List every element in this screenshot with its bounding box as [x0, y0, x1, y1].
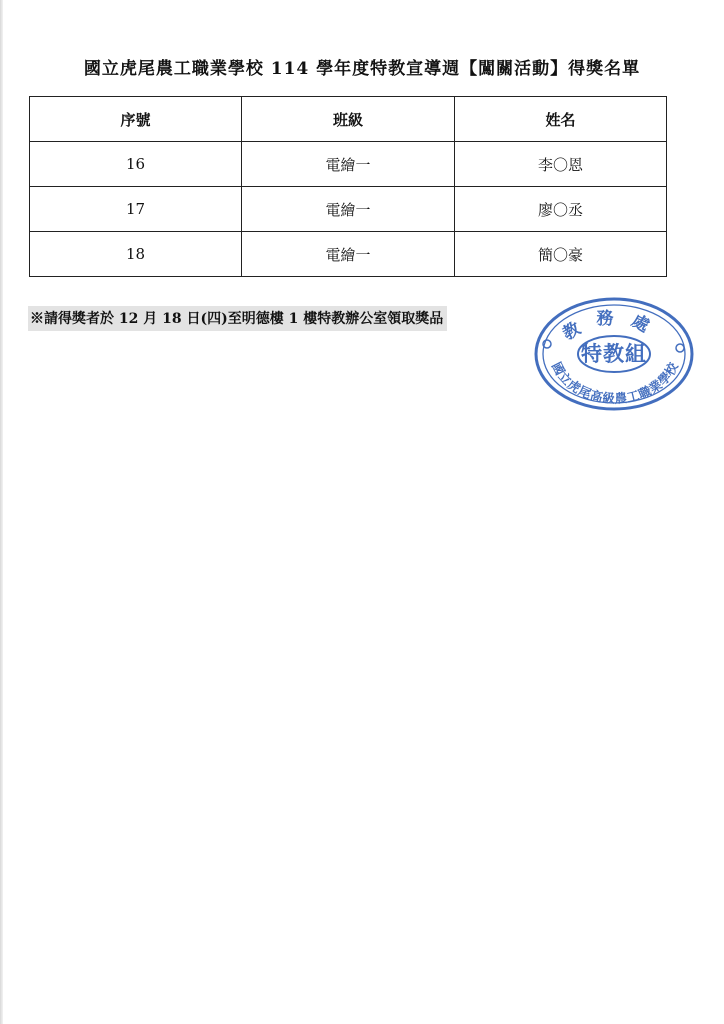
pickup-note: ※請得獎者於 12 月 18 日(四)至明德樓 1 樓特教辦公室領取獎品 [28, 306, 447, 331]
cell-class: 電繪一 [242, 232, 455, 277]
page-title: 國立虎尾農工職業學校 114 學年度特教宣導週【闖關活動】得獎名單 [83, 59, 641, 79]
scan-edge [0, 0, 3, 1024]
cell-class: 電繪一 [242, 187, 455, 232]
cell-seq: 18 [30, 232, 242, 277]
seal-top-text: 教務處 [559, 309, 667, 345]
seal-center-text: 特教組 [581, 341, 647, 366]
cell-name: 簡〇豪 [455, 232, 667, 277]
header-seq: 序號 [30, 97, 242, 142]
table-row [30, 142, 667, 187]
winners-table [29, 96, 667, 277]
cell-class: 電繪一 [242, 142, 455, 187]
cell-name: 李〇恩 [455, 142, 667, 187]
header-class: 班級 [242, 97, 455, 142]
header-name: 姓名 [455, 97, 667, 142]
cell-name: 廖〇丞 [455, 187, 667, 232]
table-row [30, 187, 667, 232]
official-seal-stamp [530, 296, 695, 414]
table-header-row [30, 97, 667, 142]
cell-seq: 16 [30, 142, 242, 187]
table-row [30, 232, 667, 277]
cell-seq: 17 [30, 187, 242, 232]
seal-bottom-text: 國立虎尾高級農工職業學校 [549, 359, 681, 407]
